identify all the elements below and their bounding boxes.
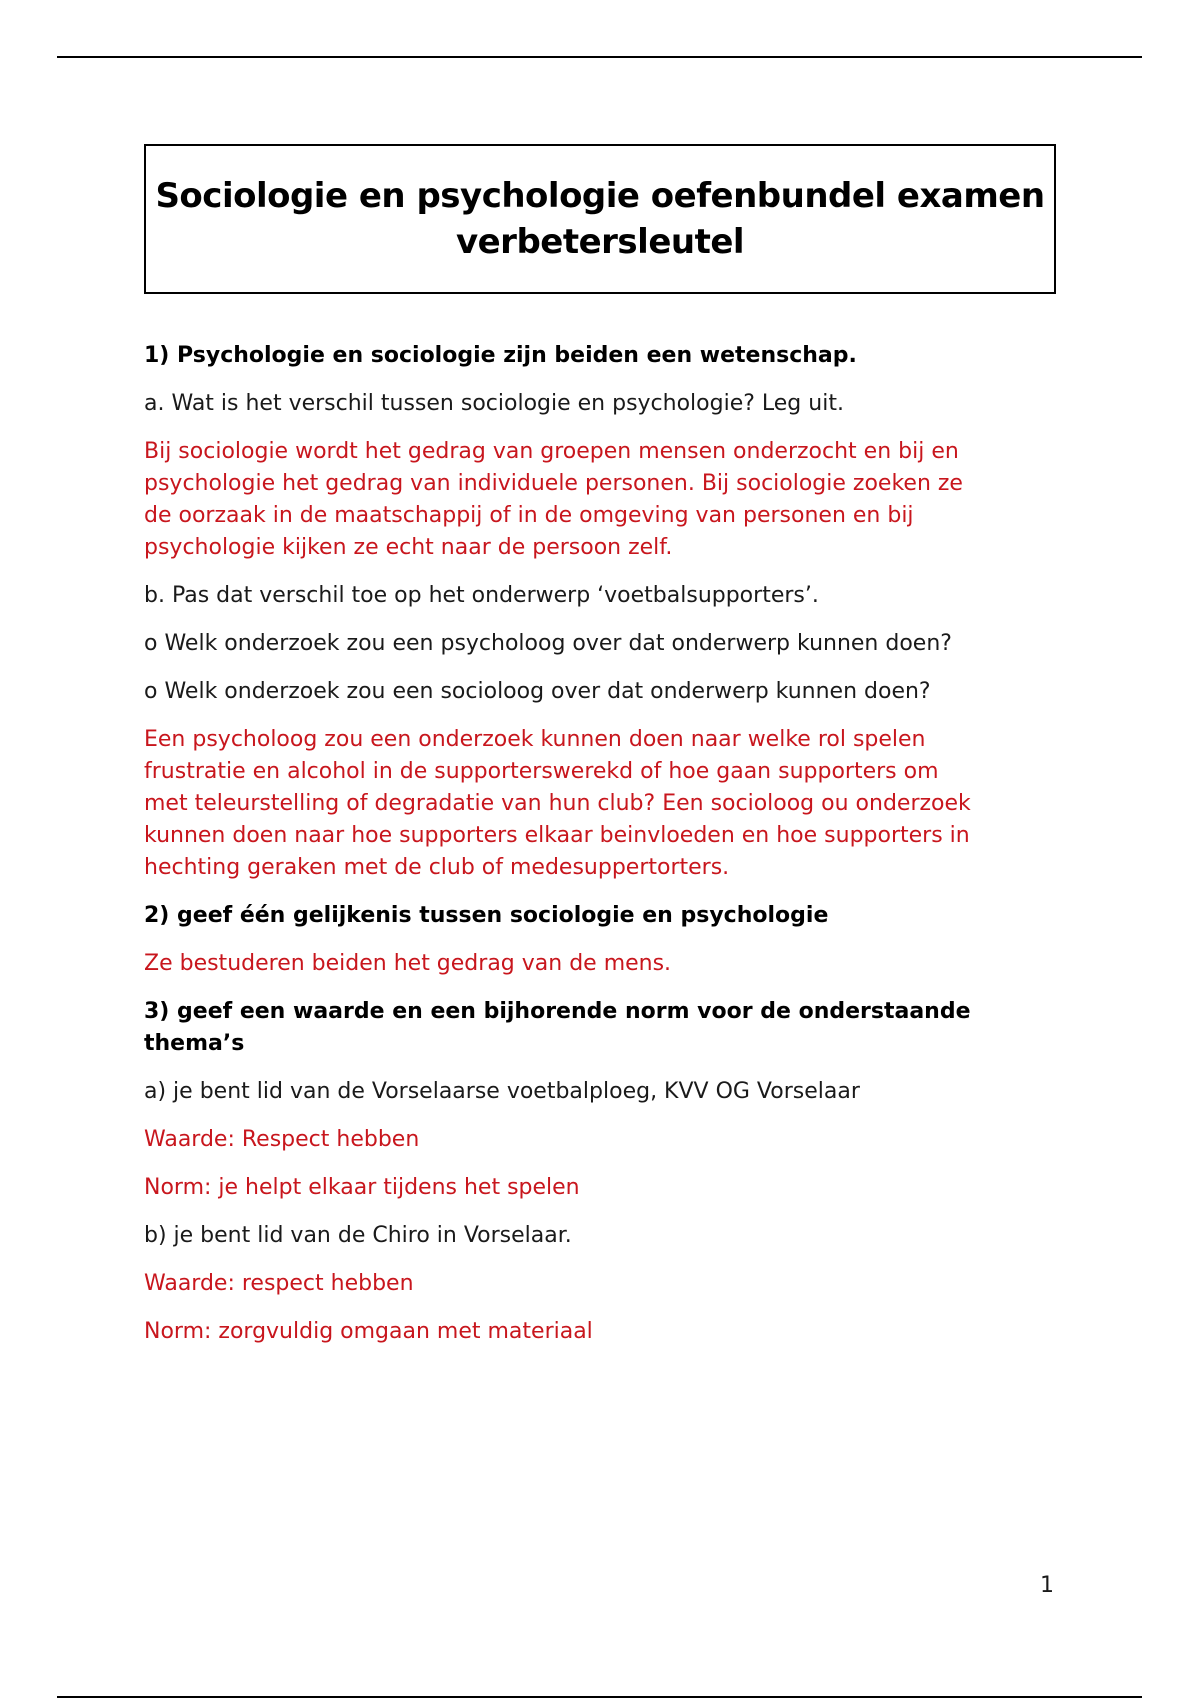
document-title: [155, 173, 1044, 265]
footer-rule: [57, 1696, 1142, 1698]
title-box: [144, 144, 1056, 294]
question-3a: a) je bent lid van de Vorselaarse voetbalploeg, KVV OG Vorselaar: [144, 1079, 860, 1104]
heading-line: 3) geef een waarde en een bijhorende norm voor de onderstaande: [144, 999, 971, 1024]
question-1a: a. Wat is het verschil tussen sociologie en psychologie? Leg uit.: [144, 391, 844, 416]
answer-1b: [144, 724, 1064, 884]
title-line-1: Sociologie en psychologie oefenbundel examen: [155, 176, 1045, 216]
answer-3b-norm: Norm: zorgvuldig omgaan met materiaal: [144, 1319, 593, 1344]
question-1b-socioloog: o Welk onderzoek zou een socioloog over dat onderwerp kunnen doen?: [144, 679, 931, 704]
question-1b: b. Pas dat verschil toe op het onderwerp ‘voetbalsupporters’.: [144, 583, 819, 608]
question-2-heading: 2) geef één gelijkenis tussen sociologie en psychologie: [144, 903, 829, 928]
header-rule: [57, 56, 1142, 58]
answer-line: hechting geraken met de club of medesuppertorters.: [144, 855, 730, 880]
answer-line: Bij sociologie wordt het gedrag van groepen mensen onderzocht en bij en: [144, 439, 959, 464]
document-body: [144, 340, 1064, 1364]
answer-1a: [144, 436, 1064, 564]
page-number: 1: [1040, 1573, 1054, 1598]
answer-line: frustratie en alcohol in de supporterswerekd of hoe gaan supporters om: [144, 759, 939, 784]
answer-line: de oorzaak in de maatschappij of in de omgeving van personen en bij: [144, 503, 914, 528]
question-3-heading: [144, 996, 1064, 1060]
answer-2: Ze bestuderen beiden het gedrag van de mens.: [144, 951, 672, 976]
answer-line: Een psycholoog zou een onderzoek kunnen doen naar welke rol spelen: [144, 727, 926, 752]
answer-3a-waarde: Waarde: Respect hebben: [144, 1127, 420, 1152]
answer-line: kunnen doen naar hoe supporters elkaar beinvloeden en hoe supporters in: [144, 823, 970, 848]
question-1b-psycholoog: o Welk onderzoek zou een psycholoog over dat onderwerp kunnen doen?: [144, 631, 952, 656]
answer-line: met teleurstelling of degradatie van hun club? Een socioloog ou onderzoek: [144, 791, 971, 816]
question-3b: b) je bent lid van de Chiro in Vorselaar.: [144, 1223, 572, 1248]
question-1-heading: 1) Psychologie en sociologie zijn beiden een wetenschap.: [144, 343, 857, 368]
heading-line: thema’s: [144, 1031, 245, 1056]
answer-3b-waarde: Waarde: respect hebben: [144, 1271, 414, 1296]
answer-line: psychologie het gedrag van individuele personen. Bij sociologie zoeken ze: [144, 471, 963, 496]
answer-line: psychologie kijken ze echt naar de persoon zelf.: [144, 535, 673, 560]
answer-3a-norm: Norm: je helpt elkaar tijdens het spelen: [144, 1175, 580, 1200]
title-line-2: verbetersleutel: [455, 222, 745, 262]
